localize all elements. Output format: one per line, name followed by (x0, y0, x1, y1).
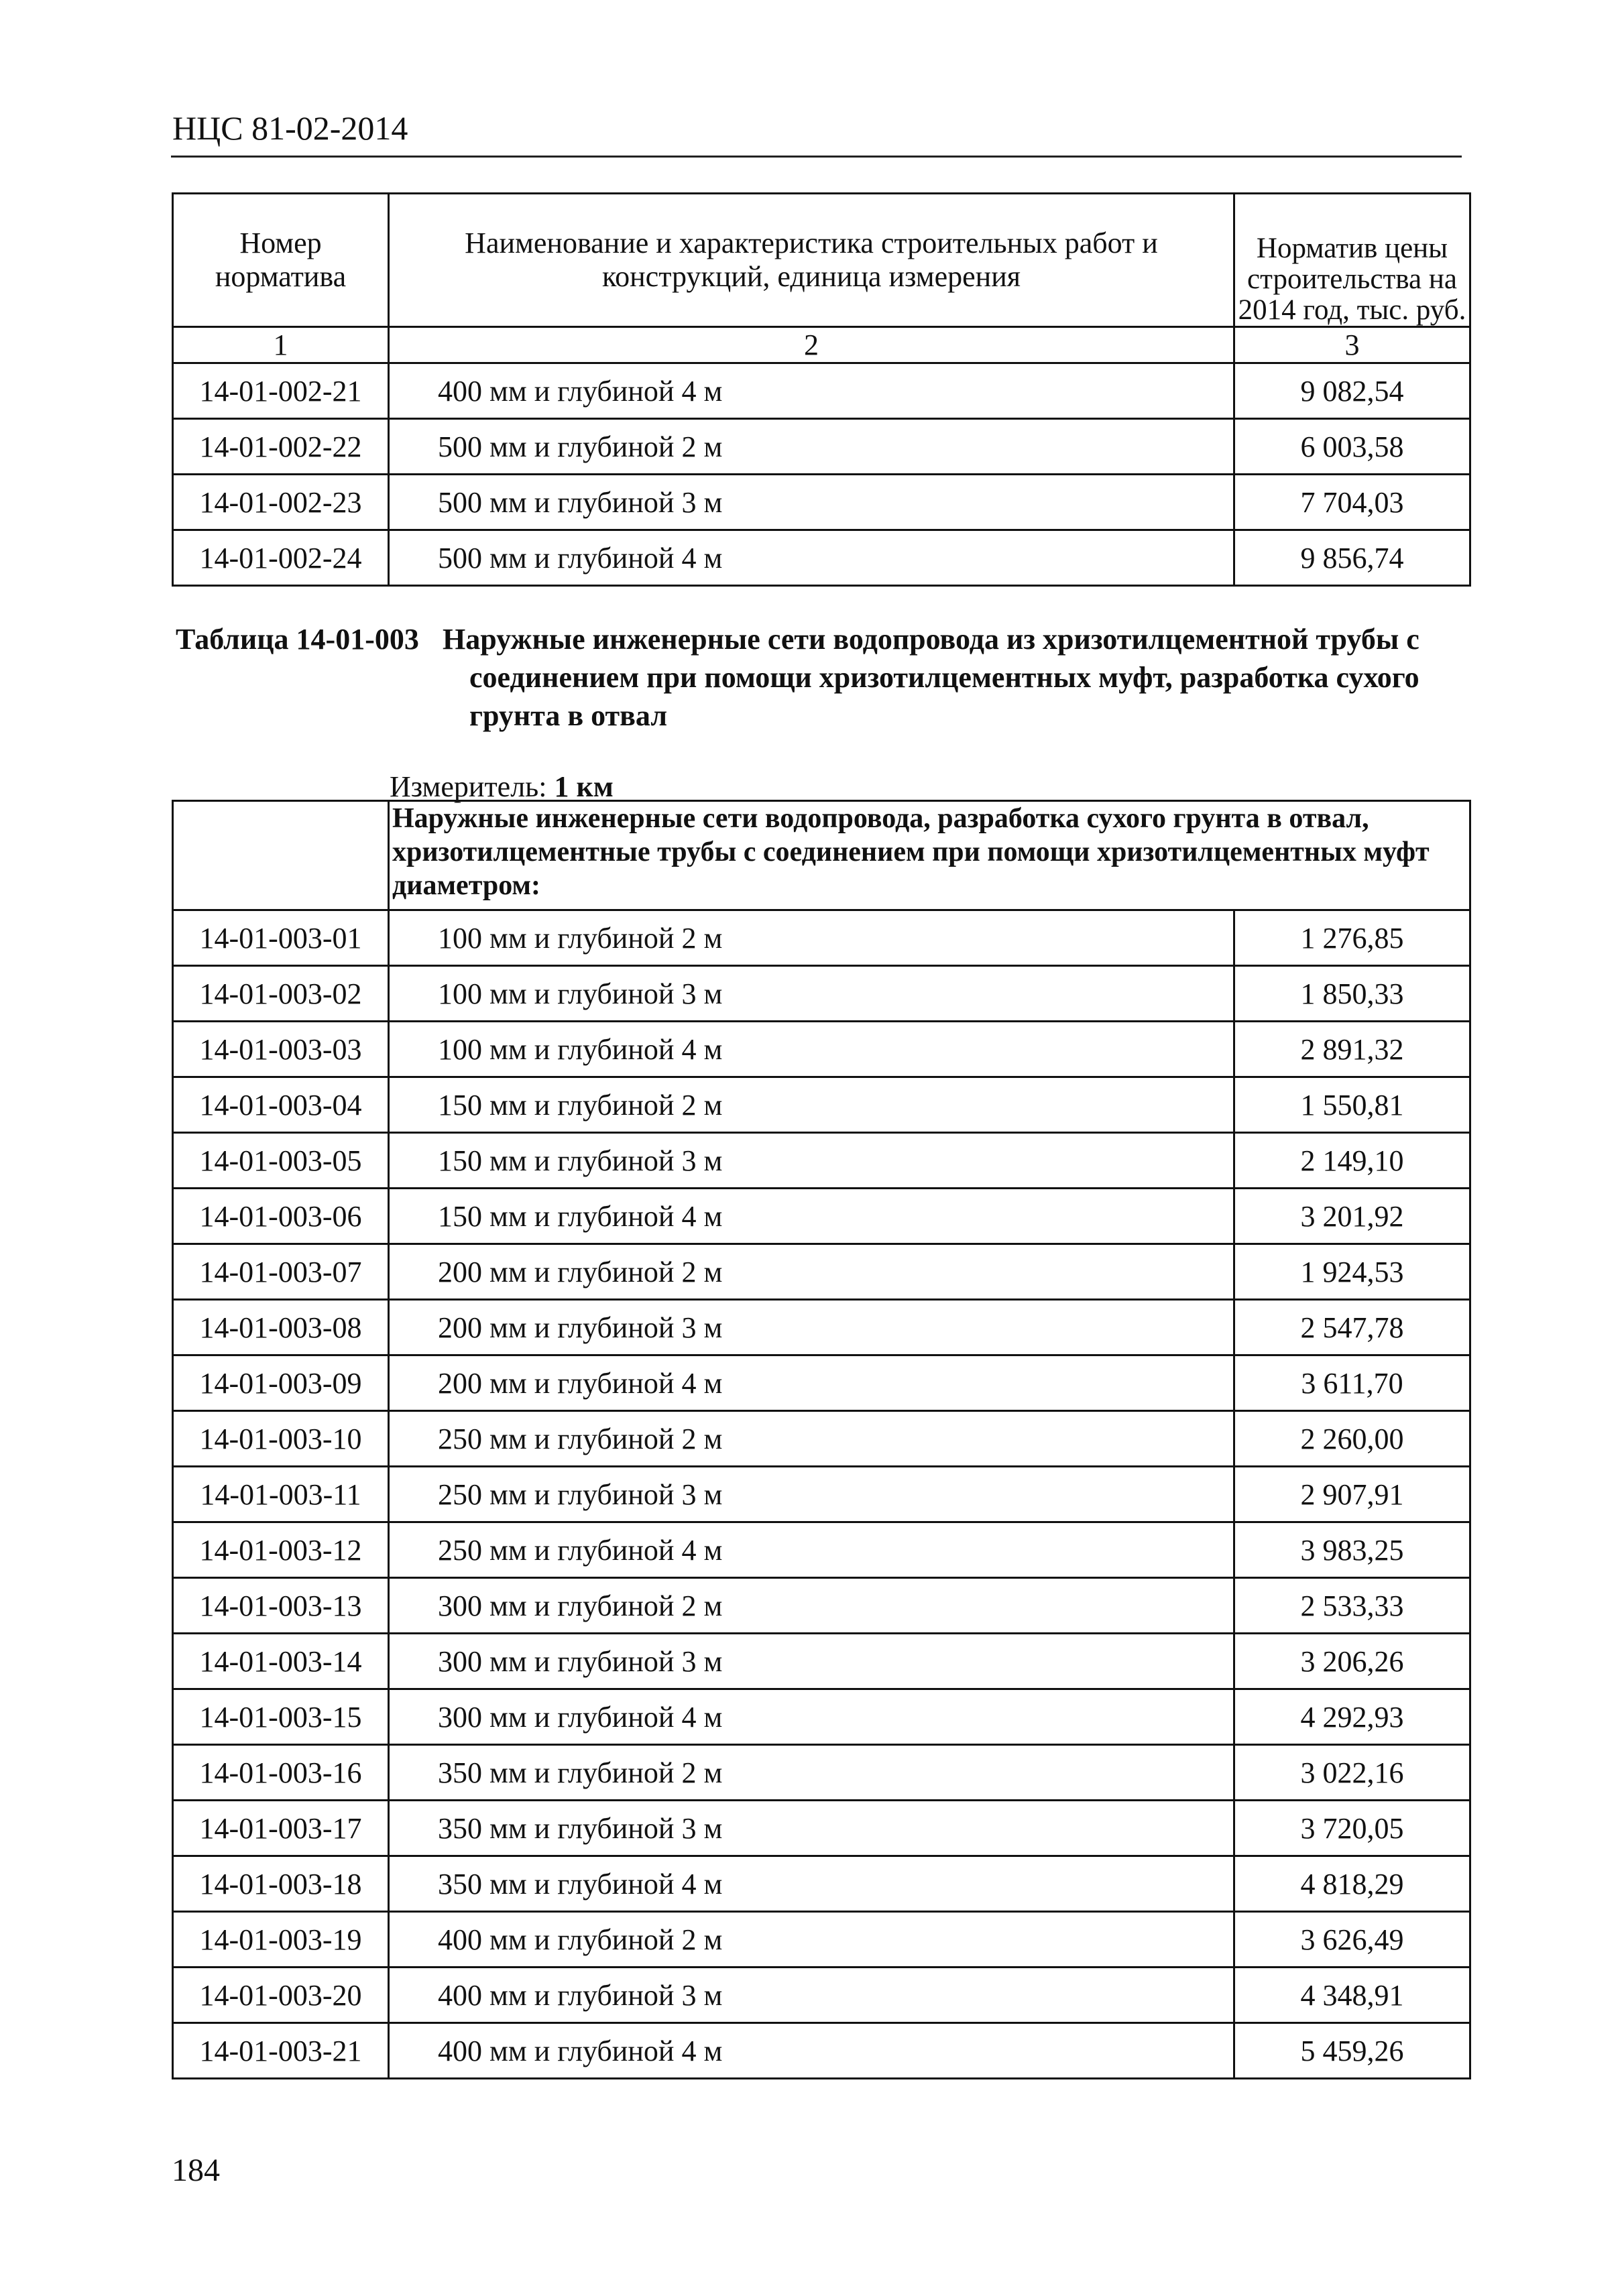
price-value: 5 459,26 (1234, 2023, 1470, 2079)
table-row (173, 419, 1470, 475)
norm-code: 14-01-003-20 (173, 1968, 389, 2023)
norm-code: 14-01-003-15 (173, 1689, 389, 1745)
norm-code: 14-01-003-19 (173, 1912, 389, 1968)
norm-code: 14-01-003-14 (173, 1634, 389, 1689)
price-value: 3 983,25 (1234, 1522, 1470, 1578)
table-label: Таблица 14-01-003 (176, 623, 419, 656)
norm-code: 14-01-003-08 (173, 1300, 389, 1355)
table-row (173, 1689, 1470, 1745)
table-row (173, 530, 1470, 586)
work-description: 150 мм и глубиной 2 м (389, 1077, 1234, 1133)
price-value: 1 276,85 (1234, 910, 1470, 966)
norm-code: 14-01-003-16 (173, 1745, 389, 1801)
norm-code: 14-01-003-04 (173, 1077, 389, 1133)
price-value: 1 850,33 (1234, 966, 1470, 1022)
work-description: 400 мм и глубиной 2 м (389, 1912, 1234, 1968)
column-number: 2 (389, 327, 1234, 363)
work-description: 100 мм и глубиной 4 м (389, 1022, 1234, 1077)
work-description: 200 мм и глубиной 3 м (389, 1300, 1234, 1355)
table-row (173, 1856, 1470, 1912)
price-table-continued (172, 192, 1471, 587)
work-description: 400 мм и глубиной 3 м (389, 1968, 1234, 2023)
header-name: Наименование и характеристика строительных работ и конструкций, единица измерения (389, 194, 1234, 327)
work-description: 300 мм и глубиной 4 м (389, 1689, 1234, 1745)
norm-code: 14-01-003-06 (173, 1189, 389, 1244)
group-header-row (173, 801, 1470, 910)
price-value: 2 907,91 (1234, 1467, 1470, 1522)
doc-code: НЦС 81-02-2014 (172, 109, 408, 147)
table-row (173, 1133, 1470, 1189)
table-row (173, 1467, 1470, 1522)
work-description: 350 мм и глубиной 3 м (389, 1801, 1234, 1856)
table-row (173, 1411, 1470, 1467)
price-value: 3 201,92 (1234, 1189, 1470, 1244)
price-value: 2 891,32 (1234, 1022, 1470, 1077)
table-row (173, 1578, 1470, 1634)
work-description: 350 мм и глубиной 4 м (389, 1856, 1234, 1912)
table-row (173, 1244, 1470, 1300)
norm-code: 14-01-003-07 (173, 1244, 389, 1300)
table-row (173, 1077, 1470, 1133)
table-row (173, 475, 1470, 530)
price-value: 6 003,58 (1234, 419, 1470, 475)
work-description: 100 мм и глубиной 2 м (389, 910, 1234, 966)
work-description: 250 мм и глубиной 2 м (389, 1411, 1234, 1467)
norm-code: 14-01-003-09 (173, 1355, 389, 1411)
work-description: 200 мм и глубиной 4 м (389, 1355, 1234, 1411)
price-value: 2 547,78 (1234, 1300, 1470, 1355)
page-header (171, 107, 1462, 158)
norm-code: 14-01-003-03 (173, 1022, 389, 1077)
column-number: 3 (1234, 327, 1470, 363)
norm-code: 14-01-002-24 (173, 530, 389, 586)
table-row (173, 1968, 1470, 2023)
norm-code: 14-01-003-05 (173, 1133, 389, 1189)
work-description: 250 мм и глубиной 3 м (389, 1467, 1234, 1522)
table-header-row (173, 194, 1470, 327)
table-row (173, 363, 1470, 419)
table-row (173, 1300, 1470, 1355)
work-description: 400 мм и глубиной 4 м (389, 363, 1234, 419)
column-number: 1 (173, 327, 389, 363)
work-description: 500 мм и глубиной 4 м (389, 530, 1234, 586)
work-description: 300 мм и глубиной 3 м (389, 1634, 1234, 1689)
measure-value: 1 км (554, 770, 614, 803)
norm-code: 14-01-003-01 (173, 910, 389, 966)
measure-unit (390, 770, 614, 804)
price-value: 3 626,49 (1234, 1912, 1470, 1968)
work-description: 200 мм и глубиной 2 м (389, 1244, 1234, 1300)
norm-code: 14-01-003-10 (173, 1411, 389, 1467)
table-row (173, 1355, 1470, 1411)
column-number-row (173, 327, 1470, 363)
price-value: 4 818,29 (1234, 1856, 1470, 1912)
norm-code: 14-01-003-13 (173, 1578, 389, 1634)
work-description: 500 мм и глубиной 3 м (389, 475, 1234, 530)
table-row (173, 910, 1470, 966)
price-value: 3 022,16 (1234, 1745, 1470, 1801)
price-value: 3 611,70 (1234, 1355, 1470, 1411)
price-value: 4 348,91 (1234, 1968, 1470, 2023)
table-row (173, 1634, 1470, 1689)
work-description: 400 мм и глубиной 4 м (389, 2023, 1234, 2079)
work-description: 500 мм и глубиной 2 м (389, 419, 1234, 475)
price-value: 9 082,54 (1234, 363, 1470, 419)
price-value: 1 550,81 (1234, 1077, 1470, 1133)
table-row (173, 966, 1470, 1022)
price-value: 9 856,74 (1234, 530, 1470, 586)
price-value: 3 206,26 (1234, 1634, 1470, 1689)
norm-code: 14-01-003-21 (173, 2023, 389, 2079)
norm-code: 14-01-003-18 (173, 1856, 389, 1912)
norm-code: 14-01-003-12 (173, 1522, 389, 1578)
header-code: Номер норматива (173, 194, 389, 327)
price-value: 1 924,53 (1234, 1244, 1470, 1300)
norm-code: 14-01-002-21 (173, 363, 389, 419)
header-price: Норматив цены строительства на 2014 год, тыс. руб. (1234, 194, 1470, 327)
norm-code: 14-01-003-17 (173, 1801, 389, 1856)
table-row (173, 1189, 1470, 1244)
table-row (173, 1912, 1470, 1968)
norm-code: 14-01-002-22 (173, 419, 389, 475)
norm-code: 14-01-003-02 (173, 966, 389, 1022)
table-row (173, 1801, 1470, 1856)
price-value: 2 260,00 (1234, 1411, 1470, 1467)
work-description: 300 мм и глубиной 2 м (389, 1578, 1234, 1634)
table-row (173, 1745, 1470, 1801)
price-value: 4 292,93 (1234, 1689, 1470, 1745)
norm-code: 14-01-003-11 (173, 1467, 389, 1522)
price-value: 2 149,10 (1234, 1133, 1470, 1189)
price-value: 3 720,05 (1234, 1801, 1470, 1856)
price-table-14-01-003 (172, 800, 1471, 2079)
work-description: 150 мм и глубиной 4 м (389, 1189, 1234, 1244)
norm-code: 14-01-002-23 (173, 475, 389, 530)
price-value: 7 704,03 (1234, 475, 1470, 530)
table-row (173, 2023, 1470, 2079)
table-row (173, 1522, 1470, 1578)
work-description: 350 мм и глубиной 2 м (389, 1745, 1234, 1801)
group-code-cell (173, 801, 389, 910)
table-row (173, 1022, 1470, 1077)
page-number: 184 (172, 2153, 220, 2188)
group-description: Наружные инженерные сети водопровода, разработка сухого грунта в отвал, хризотилцементные трубы с соединением при помощи хризотилцементных муфт диаметром: (389, 801, 1470, 910)
measure-label: Измеритель: (390, 770, 547, 803)
table-title-text: Наружные инженерные сети водопровода из хризотилцементной трубы с соединением при помощи хризотилцементных муфт, разработка сухого грунта в отвал (443, 623, 1419, 732)
price-value: 2 533,33 (1234, 1578, 1470, 1634)
work-description: 100 мм и глубиной 3 м (389, 966, 1234, 1022)
work-description: 150 мм и глубиной 3 м (389, 1133, 1234, 1189)
work-description: 250 мм и глубиной 4 м (389, 1522, 1234, 1578)
